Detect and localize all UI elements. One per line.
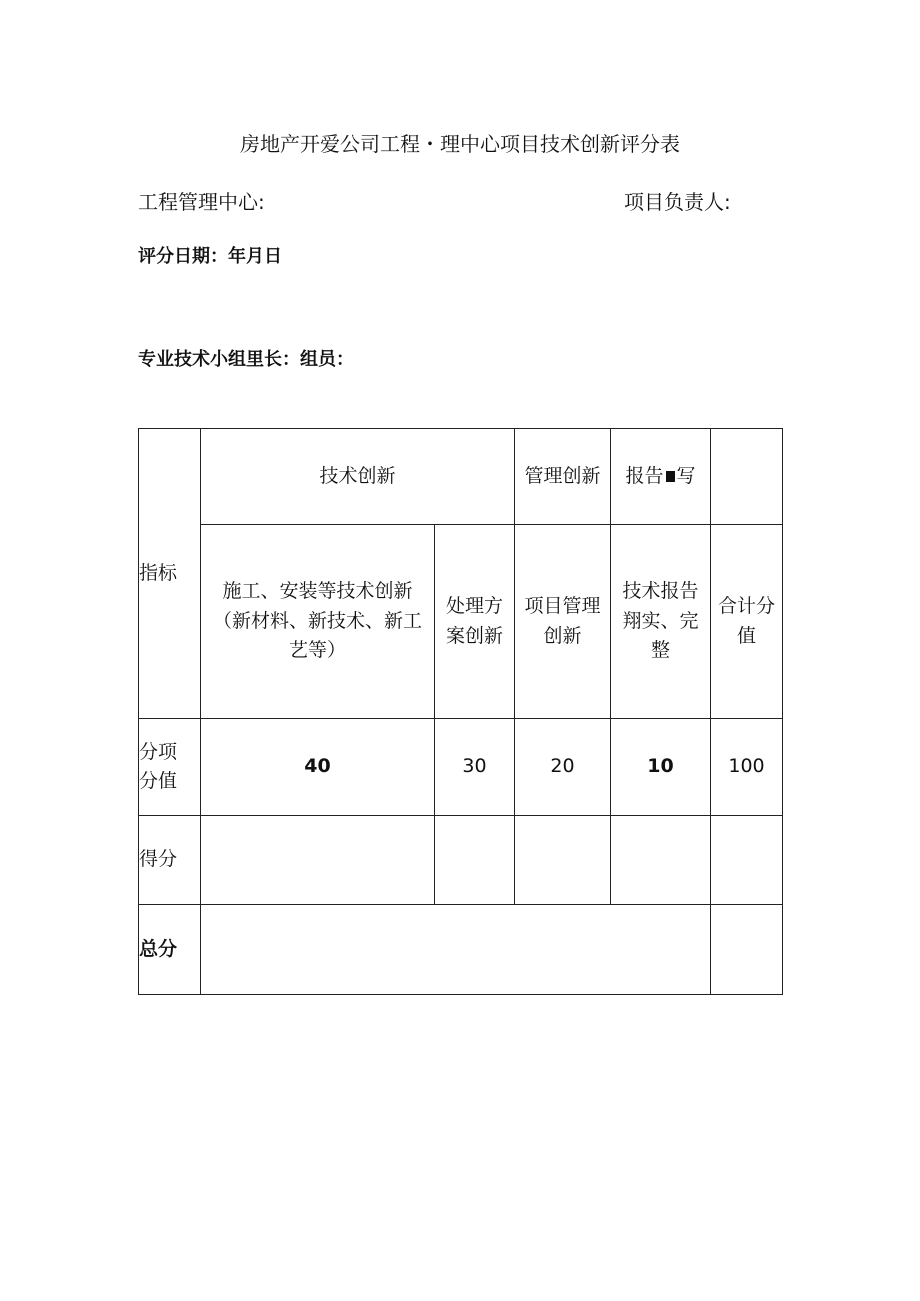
col-construction-innovation <box>201 525 435 719</box>
col-total-points-text: 合计分值 <box>718 595 776 647</box>
total-extra <box>711 905 783 995</box>
score-total <box>711 816 783 905</box>
points-row-label-a: 分项 <box>139 740 178 763</box>
points-construction: 40 <box>201 719 435 816</box>
black-square-icon <box>666 471 675 482</box>
page-title: 房地产开爱公司工程・理中心项目技术创新评分表 <box>240 132 680 156</box>
col-solution-innovation-text: 处理方案创新 <box>446 595 504 647</box>
score-report <box>611 816 711 905</box>
table-row <box>139 429 783 525</box>
col-tech-report <box>611 525 711 719</box>
table-row <box>139 816 783 905</box>
points-solution: 30 <box>435 719 515 816</box>
score-construction <box>201 816 435 905</box>
table-row <box>139 905 783 995</box>
group-management-innovation: 管理创新 <box>515 429 611 525</box>
score-management <box>515 816 611 905</box>
engineering-center-label: 工程管理中心: <box>138 190 265 214</box>
score-row-label: 得分 <box>139 816 201 905</box>
table-row <box>139 719 783 816</box>
group-report-writing <box>611 429 711 525</box>
score-date-label: 评分日期：年月日 <box>138 246 282 267</box>
score-table <box>138 428 783 995</box>
points-management: 20 <box>515 719 611 816</box>
col-solution-innovation <box>435 525 515 719</box>
col-construction-innovation-text: 施工、安装等技术创新（新材料、新技术、新工艺等） <box>212 580 422 662</box>
points-total: 100 <box>711 719 783 816</box>
report-group-text-b: 写 <box>676 464 696 487</box>
col-project-management <box>515 525 611 719</box>
points-row-label <box>139 719 201 816</box>
total-row-label: 总分 <box>139 905 201 995</box>
table-row <box>139 525 783 719</box>
total-value <box>201 905 711 995</box>
group-tech-innovation: 技术创新 <box>201 429 515 525</box>
report-group-text-a: 报告 <box>625 464 664 487</box>
project-leader-label: 项目负责人: <box>624 190 731 214</box>
indicator-header: 指标 <box>139 429 201 719</box>
score-solution <box>435 816 515 905</box>
col-project-management-text: 项目管理创新 <box>524 595 601 647</box>
points-report: 10 <box>611 719 711 816</box>
col-tech-report-text: 技术报告翔实、完整 <box>622 580 699 662</box>
col-total-points <box>711 525 783 719</box>
tech-group-label: 专业技术小组里长：组员： <box>138 349 354 370</box>
points-row-label-b: 分值 <box>139 770 178 792</box>
empty-header-cell <box>711 429 783 525</box>
